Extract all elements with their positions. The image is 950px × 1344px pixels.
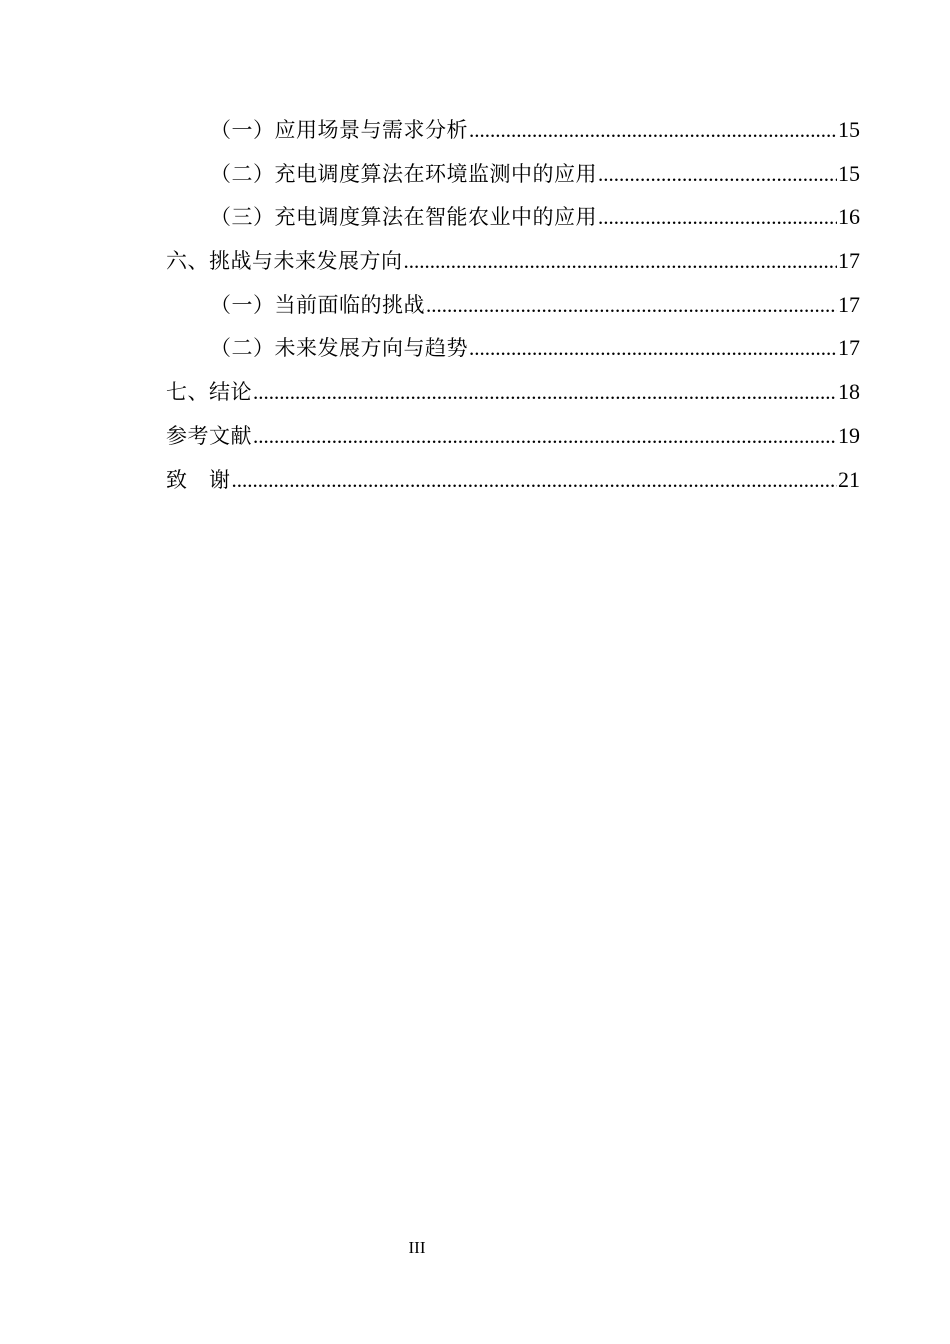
toc-dot-leader bbox=[469, 109, 837, 153]
toc-dot-leader bbox=[469, 327, 837, 371]
toc-entry-title: （一）当前面临的挑战 bbox=[210, 292, 425, 317]
toc-entry-title: （一）应用场景与需求分析 bbox=[210, 118, 468, 142]
toc-entry-page: 17 bbox=[838, 248, 860, 274]
toc-entry[interactable] bbox=[166, 108, 860, 152]
toc-entry[interactable] bbox=[166, 414, 860, 458]
toc-entry-title: 致 谢 bbox=[166, 467, 231, 492]
toc-dot-leader bbox=[232, 459, 838, 503]
toc-entry[interactable] bbox=[166, 195, 860, 239]
toc-entry-page: 17 bbox=[838, 335, 860, 361]
page-number: III bbox=[408, 1238, 426, 1257]
toc-entry-page: 17 bbox=[838, 291, 860, 317]
toc-dot-leader bbox=[404, 240, 838, 284]
toc-dot-leader bbox=[598, 196, 837, 240]
toc-entry-page: 19 bbox=[838, 422, 860, 448]
toc-entry-title: 参考文献 bbox=[166, 423, 252, 448]
toc-entry-title: （二）未来发展方向与趋势 bbox=[210, 336, 468, 361]
toc-entry-title: （三）充电调度算法在智能农业中的应用 bbox=[210, 205, 597, 230]
toc-dot-leader bbox=[253, 371, 837, 415]
toc-dot-leader bbox=[598, 153, 837, 197]
toc-entry-page: 21 bbox=[838, 466, 860, 492]
toc-entry-title: （二）充电调度算法在环境监测中的应用 bbox=[210, 161, 597, 186]
toc-entry-page: 18 bbox=[838, 379, 860, 405]
toc-entry[interactable] bbox=[166, 283, 860, 327]
toc-entry-page: 15 bbox=[838, 117, 860, 142]
toc-entry-title: 六、挑战与未来发展方向 bbox=[166, 249, 403, 274]
toc-entry[interactable] bbox=[166, 326, 860, 370]
toc-entry-page: 15 bbox=[838, 160, 860, 186]
toc-entry-page: 16 bbox=[838, 204, 860, 230]
toc-entry[interactable] bbox=[166, 239, 860, 283]
toc-dot-leader bbox=[426, 284, 837, 328]
toc-entry[interactable] bbox=[166, 152, 860, 196]
table-of-contents bbox=[166, 108, 860, 501]
toc-entry[interactable] bbox=[166, 458, 860, 502]
toc-entry-title: 七、结论 bbox=[166, 380, 252, 405]
toc-entry[interactable] bbox=[166, 370, 860, 414]
toc-dot-leader bbox=[253, 415, 837, 459]
